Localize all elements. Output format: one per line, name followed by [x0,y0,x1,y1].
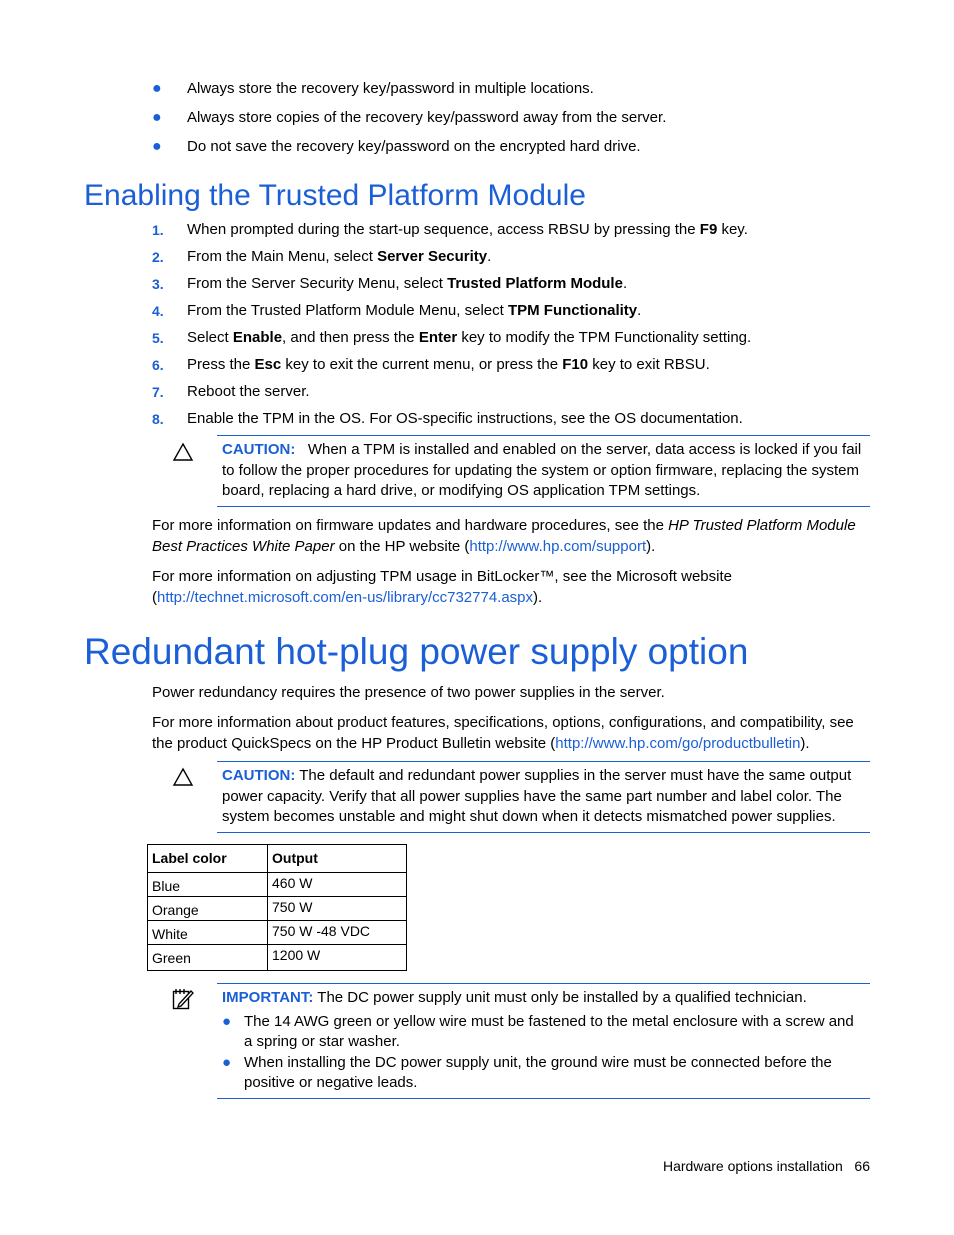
caution-text: CAUTION: When a TPM is installed and enabled on the server, data access is locked if you fail to follow the proper procedures for updating the system or option firmware, replacing the system board, replacing a hard drive, or modifying OS application TPM settings. [222,441,862,499]
step-text: Reboot the server. [187,383,310,400]
table-cell: Orange [148,897,268,921]
firmware-info-paragraph: For more information on firmware updates and hardware procedures, see the HP Trusted Platform Module Best Practices White Paper on the HP website (http://www.hp.com/support). [152,517,856,555]
bullet-icon: ● [152,109,162,126]
caution-label: CAUTION: [222,441,296,458]
technet-link[interactable]: http://technet.microsoft.com/en-us/library/cc732774.aspx [157,588,534,606]
step-text: From the Server Security Menu, select Trusted Platform Module. [187,275,628,292]
step-number: 6. [152,357,164,373]
footer-section-title: Hardware options installation [662,1158,843,1174]
bullet-icon: ● [152,138,162,155]
list-item: ● The 14 AWG green or yellow wire must be fastened to the metal enclosure with a screw and a spring or star washer. [222,1012,854,1050]
recovery-key-bullets [152,76,872,163]
quickspecs-paragraph: For more information about product features, specifications, options, configurations, and compatibility, see the product QuickSpecs on the HP Product Bulletin website (http://www.hp.com/go/productbulletin). [152,714,854,752]
bitlocker-info-paragraph: For more information on adjusting TPM usage in BitLocker™, see the Microsoft website (http://technet.microsoft.com/en-us/library/cc732774.aspx). [152,568,732,606]
table-row [148,945,407,971]
step-number: 7. [152,384,164,400]
caution-callout-power [217,761,870,833]
step-item [152,353,872,380]
bullet-icon: ● [222,1012,232,1030]
table-cell: 1200 W [268,945,407,971]
table-cell: 460 W [268,873,407,897]
step-number: 8. [152,411,164,427]
list-item [152,105,872,134]
section-heading-power-supply: Redundant hot-plug power supply option [84,631,749,672]
step-item [152,299,872,326]
bullet-icon: ● [152,80,162,97]
caution-icon [172,767,194,787]
list-item [152,76,872,105]
step-number: 2. [152,249,164,265]
caution-text: CAUTION: The default and redundant power supplies in the server must have the same output power capacity. Verify that all power supplies have the same part number and label color. The system becomes unstable and might shut down when it detects mismatched power supplies. [222,767,852,825]
table-row [148,873,407,897]
column-header: Label color [148,845,268,873]
table-cell: Blue [148,873,268,897]
important-callout [217,983,870,1099]
bullet-text: Do not save the recovery key/password on the encrypted hard drive. [187,138,641,155]
product-bulletin-link[interactable]: http://www.hp.com/go/productbulletin [555,734,801,752]
caution-callout-tpm [217,435,870,507]
table-cell: 750 W [268,897,407,921]
step-number: 3. [152,276,164,292]
step-text: From the Trusted Platform Module Menu, select TPM Functionality. [187,302,642,319]
caution-icon [172,442,194,462]
step-number: 5. [152,330,164,346]
table-row [148,921,407,945]
caution-label: CAUTION: [222,767,296,784]
important-note-icon [171,987,195,1011]
step-text: Select Enable, and then press the Enter key to modify the TPM Functionality setting. [187,329,752,346]
step-number: 4. [152,303,164,319]
step-item [152,380,872,407]
table-cell: Green [148,945,268,971]
page-footer [663,1158,870,1174]
list-item: ● When installing the DC power supply unit, the ground wire must be connected before the positive or negative leads. [222,1053,832,1091]
step-item [152,272,872,299]
page-number: 66 [854,1158,870,1174]
important-items-list [222,1012,866,1094]
step-text: Press the Esc key to exit the current menu, or press the F10 key to exit RBSU. [187,356,710,373]
bullet-text: Always store the recovery key/password in multiple locations. [187,80,594,97]
table-row [148,897,407,921]
section-heading-tpm: Enabling the Trusted Platform Module [84,179,586,212]
step-item [152,326,872,353]
table-cell: 750 W -48 VDC [268,921,407,945]
step-text: From the Main Menu, select Server Security. [187,248,492,265]
redundancy-paragraph: Power redundancy requires the presence of two power supplies in the server. [152,684,665,701]
step-item [152,245,872,272]
tpm-steps-list [152,218,872,434]
step-item [152,218,872,245]
list-item [152,134,872,163]
bullet-icon: ● [222,1053,232,1071]
step-number: 1. [152,222,164,238]
important-text: IMPORTANT: The DC power supply unit must only be installed by a qualified technician. ● The 14 AWG green or yellow wire must be fastened to the metal enclosure with a screw and a spring or star washer. ● When installing the DC power supply unit, the ground wire must be connected before the positive or negative leads. [217,984,870,1098]
power-supply-color-table [147,844,407,971]
hp-support-link[interactable]: http://www.hp.com/support [469,537,647,555]
bullet-text: Always store copies of the recovery key/password away from the server. [187,109,667,126]
column-header: Output [268,845,407,873]
important-label: IMPORTANT: [222,989,314,1006]
step-text: Enable the TPM in the OS. For OS-specific instructions, see the OS documentation. [187,410,743,427]
step-text: When prompted during the start-up sequence, access RBSU by pressing the F9 key. [187,221,748,238]
table-cell: White [148,921,268,945]
step-item [152,407,872,434]
table-header-row [148,845,407,873]
